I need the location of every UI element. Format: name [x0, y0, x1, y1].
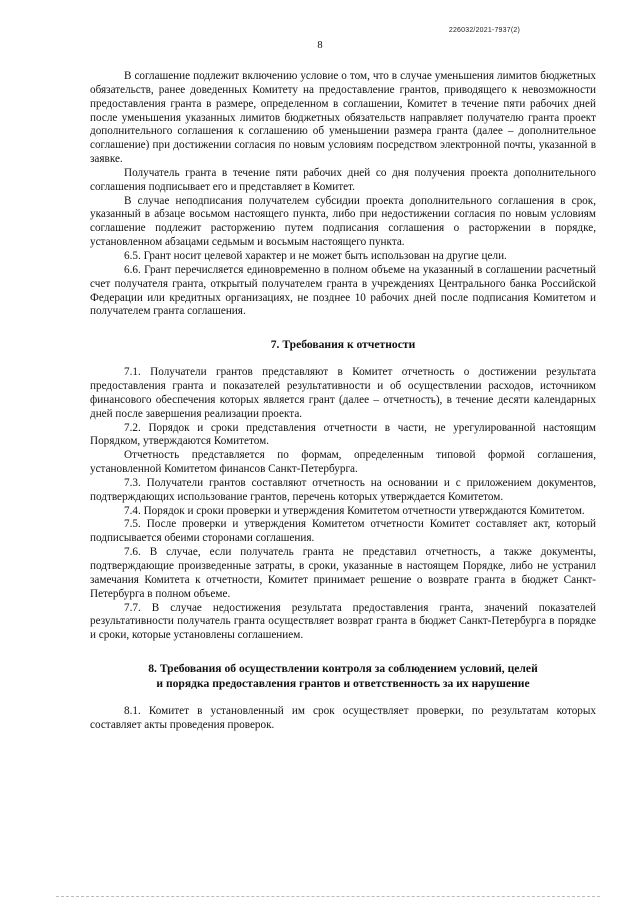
- paragraph: 7.3. Получатели грантов составляют отчетность на основании и с приложением документов, подтверждающих использование грантов, перечень которых утверждается Комитетом.: [90, 476, 596, 503]
- paragraph: 6.5. Грант носит целевой характер и не может быть использован на другие цели.: [124, 249, 507, 262]
- paragraph: 7.1. Получатели грантов представляют в Комитет отчетность о достижении результата предоставления гранта и показателей результативности и об осуществлении расходов, источником финансового обеспечения которых является грант (далее – отчетность), в течение десяти календарных дней после завершения реализации проекта.: [90, 366, 596, 420]
- paragraph: В соглашение подлежит включению условие о том, что в случае уменьшения лимитов бюджетных обязательств, ранее доведенных Комитету на предоставление грантов, приводящего к невозможности предоставления гранта в размере, определенном в соглашении, Комитет в течение пяти рабочих дней после уменьшения указанных лимитов бюджетных обязательств направляет получателю гранта проект дополнительного соглашения к соглашению об уменьшении размера гранта (далее – дополнительное соглашение) при достижении согласия по новым условиям посредством электронной почты, указанной в заявке.: [90, 70, 596, 166]
- paragraph: 7.2. Порядок и сроки представления отчетности в части, не урегулированной настоящим Порядком, утверждаются Комитетом.: [90, 421, 596, 448]
- paragraph: 7.6. В случае, если получатель гранта не представил отчетность, а также документы, подтверждающие произведенные затраты, в сроки, указанные в настоящем Порядке, либо не устранил замечания Комитета к отчетности, Комитет принимает решение о возврате гранта в бюджет Санкт-Петербурга в полном объеме.: [90, 546, 596, 600]
- paragraph: Получатель гранта в течение пяти рабочих дней со дня получения проекта дополнительного соглашения подписывает его и представляет в Комитет.: [90, 166, 596, 193]
- paragraph: 8.1. Комитет в установленный им срок осуществляет проверки, по результатам которых составляет акты проведения проверок.: [90, 705, 596, 731]
- paragraph: В случае неподписания получателем субсидии проекта дополнительного соглашения в срок, указанный в абзаце восьмом настоящего пункта, либо при недостижении согласия по новым условиям соглашение подлежит расторжению путем подписания соглашения о расторжении в порядке, установленном абзацами седьмым и восьмым настоящего пункта.: [90, 194, 596, 249]
- paragraph: 7.7. В случае недостижения результата предоставления гранта, значений показателей результативности получатель гранта осуществляет возврат гранта в бюджет Санкт-Петербурга в порядке и сроки, которые установлены соглашением.: [90, 601, 596, 642]
- section-heading-8-line1: 8. Требования об осуществлении контроля за соблюдением условий, целей: [148, 662, 538, 676]
- page-number: 8: [317, 40, 323, 51]
- paragraph: 7.5. После проверки и утверждения Комитетом отчетности Комитет составляет акт, который подписывается обеими сторонами соглашения.: [90, 518, 596, 545]
- paragraph: 7.4. Порядок и сроки проверки и утверждения Комитетом отчетности утверждаются Комитетом.: [124, 504, 585, 517]
- document-body: [90, 70, 596, 733]
- section-heading-8: [90, 661, 596, 691]
- section-heading-8-line2: и порядка предоставления грантов и ответственность за их нарушение: [156, 677, 530, 691]
- document-number: 226032/2021-7937(2): [448, 27, 520, 34]
- page-bottom-edge: [56, 896, 600, 897]
- section-heading-7: 7. Требования к отчетности: [270, 338, 416, 352]
- paragraph: 6.6. Грант перечисляется единовременно в полном объеме на указанный в соглашении расчетный счет получателя гранта, открытый получателем гранта в учреждениях Центрального банка Российской Федерации или кредитных организациях, не позднее 10 рабочих дней после подписания Комитетом и получателем гранта соглашения.: [90, 263, 596, 318]
- paragraph: Отчетность представляется по формам, определенным типовой формой соглашения, установленной Комитетом финансов Санкт-Петербурга.: [90, 449, 596, 476]
